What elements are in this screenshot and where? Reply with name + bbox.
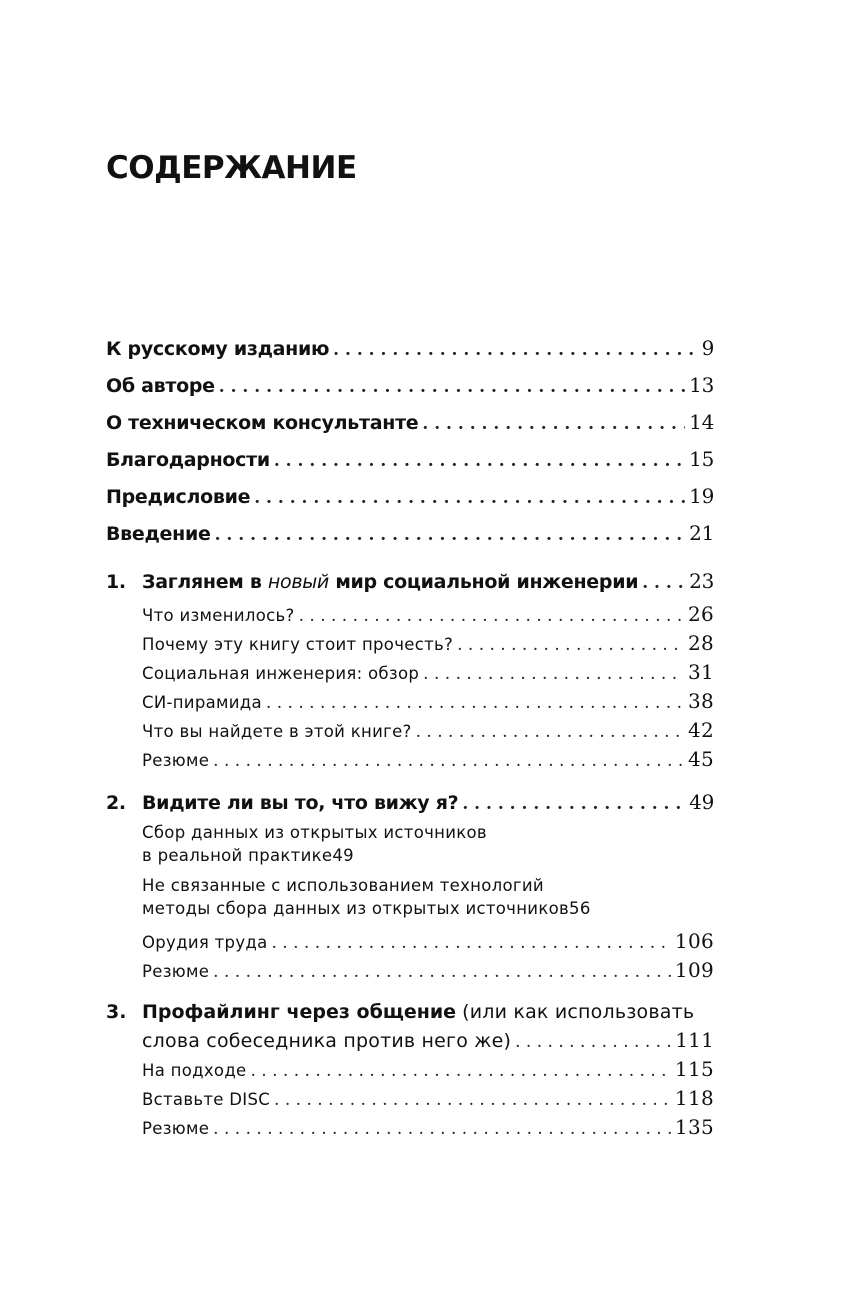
chapter-number: 1. (106, 571, 126, 593)
toc-section-title: Резюме (142, 962, 210, 981)
dot-leader (333, 340, 697, 360)
toc-page-number: 23 (689, 569, 714, 593)
toc-entry-foreword[interactable] (106, 484, 714, 521)
dot-leader (213, 751, 684, 771)
toc-section-title: СИ-пирамида (142, 693, 262, 712)
toc-chapter-2[interactable] (106, 790, 714, 817)
toc-page-number: 9 (701, 336, 714, 360)
toc-page-number: 49 (332, 846, 354, 865)
toc-section-title-line2: методы сбора данных из открытых источников (142, 899, 570, 918)
toc-chapter-1[interactable] (106, 569, 714, 596)
dot-leader (299, 606, 684, 626)
toc-entry-tech-consultant[interactable] (106, 410, 714, 447)
toc-entry-title: Об авторе (106, 375, 215, 397)
toc-page-number: 111 (675, 1028, 714, 1052)
toc-section[interactable] (106, 1057, 714, 1086)
chapter-title: Заглянем в новый мир социальной инженерии (142, 571, 639, 593)
chapter-number: 2. (106, 792, 126, 814)
dot-leader (254, 488, 685, 508)
dot-leader (213, 1119, 671, 1139)
toc-page-number: 31 (687, 660, 714, 684)
toc-section-title: Что изменилось? (142, 606, 295, 625)
toc-section[interactable] (106, 718, 714, 747)
toc-section[interactable] (106, 958, 714, 987)
toc-section[interactable] (106, 1086, 714, 1115)
toc-page-number: 109 (674, 958, 714, 982)
toc-page-number: 115 (674, 1057, 714, 1081)
toc-page-number: 13 (689, 373, 714, 397)
toc-page-number: 49 (689, 790, 714, 814)
chapter-title-line2: слова собеседника против него же) (142, 1030, 512, 1052)
dot-leader (219, 377, 685, 397)
dot-leader (266, 693, 684, 713)
toc-section-title: Почему эту книгу стоит прочесть? (142, 635, 454, 654)
toc-section[interactable] (106, 876, 714, 929)
toc-entry-title: Введение (106, 523, 211, 545)
toc-section-title-line1: Не связанные с использованием технологий (142, 876, 544, 895)
toc-page-number: 21 (689, 521, 714, 545)
toc-entry-russian-edition[interactable] (106, 336, 714, 373)
toc-page-number: 14 (689, 410, 714, 434)
toc-section-title: Резюме (142, 751, 210, 770)
dot-leader (274, 1090, 671, 1110)
toc-page-number: 26 (687, 602, 714, 626)
toc-entry-title: О техническом консультанте (106, 412, 419, 434)
dot-leader (457, 635, 684, 655)
toc-entry-title: Благодарности (106, 449, 270, 471)
dot-leader (213, 962, 671, 982)
dot-leader (250, 1061, 670, 1081)
toc-section[interactable] (106, 929, 714, 958)
toc-page-number: 45 (687, 747, 714, 771)
toc-entry-about-author[interactable] (106, 373, 714, 410)
toc-page-number: 15 (689, 447, 714, 471)
page-title: СОДЕРЖАНИЕ (106, 150, 357, 186)
chapter-title: Профайлинг через общение (или как использовать (142, 1001, 695, 1023)
dot-leader (272, 933, 671, 953)
toc-page-number: 19 (689, 484, 714, 508)
toc-entry-introduction[interactable] (106, 521, 714, 558)
chapter-number: 3. (106, 1001, 127, 1023)
toc-section[interactable] (106, 1115, 714, 1144)
toc-section[interactable] (106, 747, 714, 776)
toc-section[interactable] (106, 823, 714, 876)
toc-section[interactable] (106, 602, 714, 631)
toc-section[interactable] (106, 660, 714, 689)
toc-section[interactable] (106, 631, 714, 660)
toc-entry-acknowledgements[interactable] (106, 447, 714, 484)
toc-entry-title: К русскому изданию (106, 338, 330, 360)
toc-chapter-3[interactable] (106, 1001, 714, 1057)
toc-section-title: Резюме (142, 1119, 210, 1138)
chapter-title: Видите ли вы то, что вижу я? (142, 792, 459, 814)
dot-leader (423, 664, 684, 684)
toc-page-number: 28 (687, 631, 714, 655)
dot-leader (642, 573, 685, 593)
toc-section-title-line1: Сбор данных из открытых источников (142, 823, 487, 842)
toc-section-title: Что вы найдете в этой книге? (142, 722, 412, 741)
toc-section-title-line2: в реальной практике (142, 846, 333, 865)
table-of-contents (106, 336, 714, 1144)
dot-leader (416, 722, 684, 742)
toc-page-number: 42 (687, 718, 714, 742)
toc-page-number: 135 (674, 1115, 714, 1139)
dot-leader (422, 414, 685, 434)
toc-page-number: 106 (674, 929, 714, 953)
toc-section-title: Орудия труда (142, 933, 268, 952)
toc-section[interactable] (106, 689, 714, 718)
toc-section-title: Вставьте DISC (142, 1090, 271, 1109)
toc-section-title: На подходе (142, 1061, 247, 1080)
dot-leader (515, 1032, 671, 1052)
toc-section-title: Социальная инженерия: обзор (142, 664, 420, 683)
dot-leader (215, 525, 686, 545)
toc-page-number: 118 (674, 1086, 714, 1110)
toc-page-number: 56 (569, 899, 591, 918)
dot-leader (462, 794, 685, 814)
dot-leader (274, 451, 685, 471)
toc-entry-title: Предисловие (106, 486, 251, 508)
toc-page-number: 38 (687, 689, 714, 713)
